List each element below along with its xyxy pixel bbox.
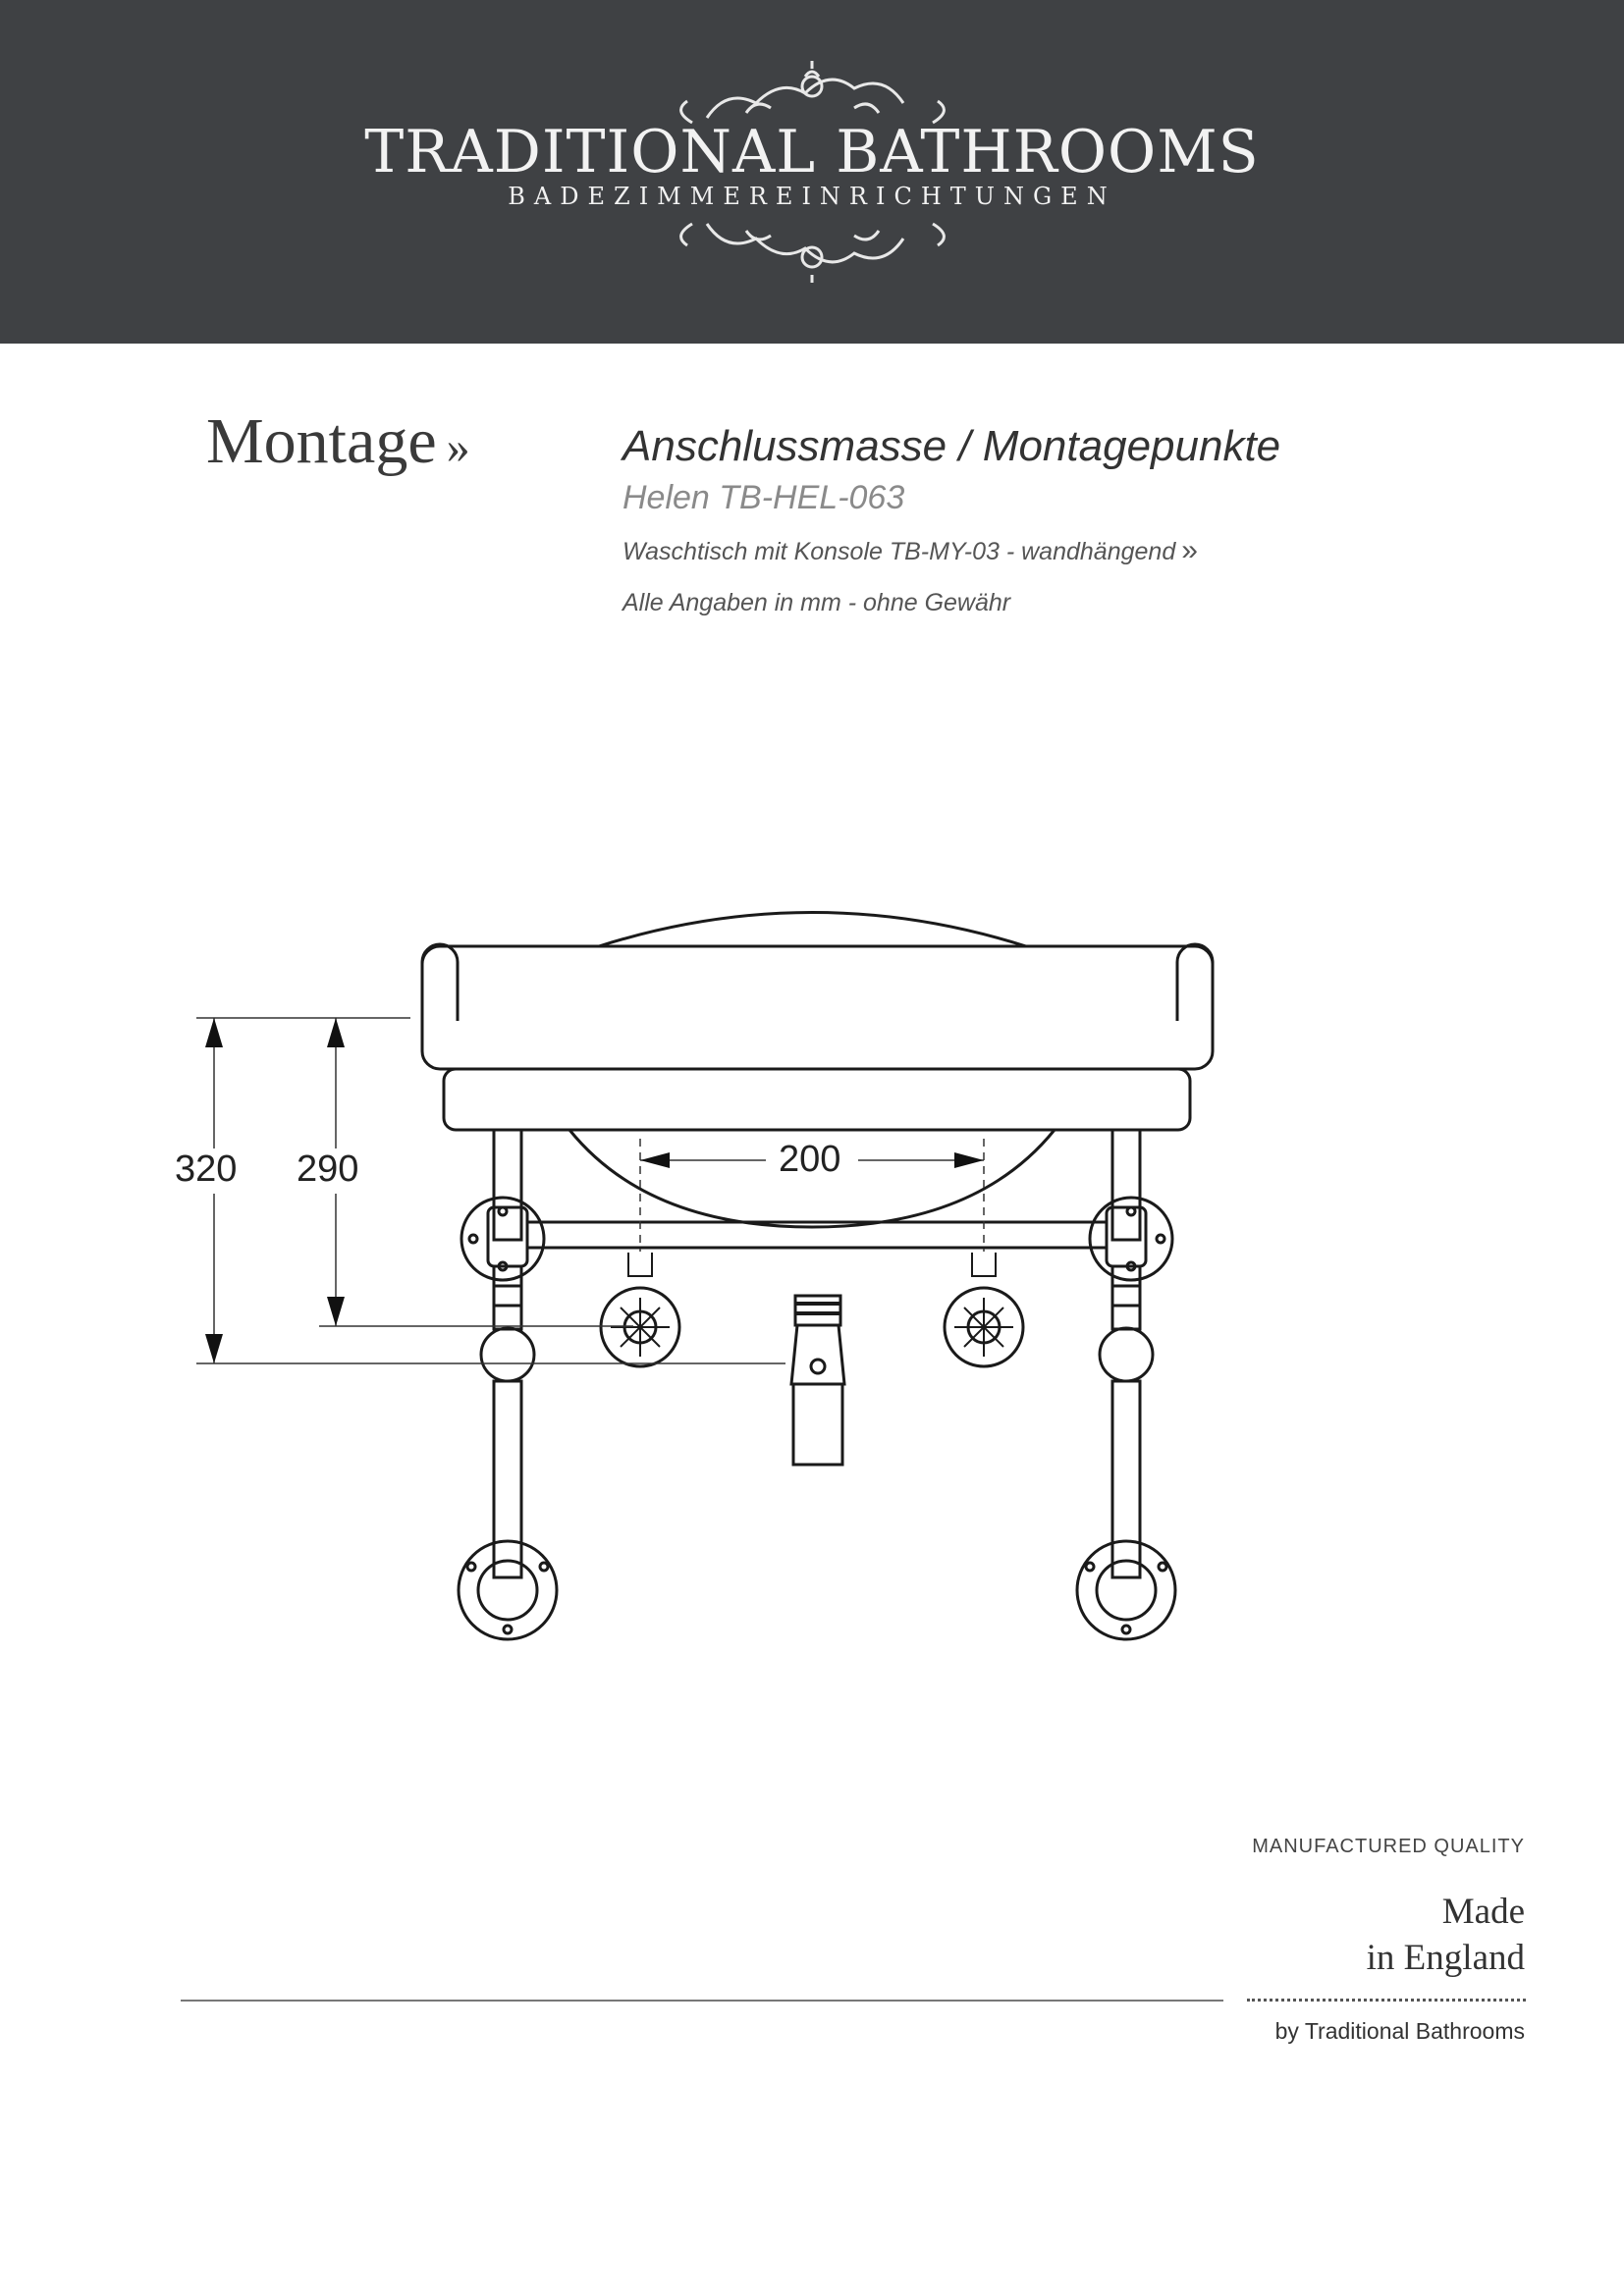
- product-subtitle-text: Waschtisch mit Konsole TB-MY-03 - wandhängend: [623, 538, 1176, 565]
- basin-bowl-top: [599, 913, 1026, 947]
- left-leg-mid: [494, 1266, 521, 1329]
- footer-dotted-divider: [1247, 1999, 1526, 2002]
- right-ball: [1100, 1328, 1153, 1381]
- dimension-320-label: 320: [175, 1148, 238, 1190]
- dimension-200-label: 200: [779, 1139, 841, 1180]
- waste-trap-top: [795, 1296, 840, 1325]
- made-line-2: in England: [1366, 1938, 1525, 1978]
- right-leg-lower: [1112, 1381, 1140, 1577]
- made-in-england: [1367, 1889, 1525, 1981]
- right-leg-upper: [1112, 1130, 1140, 1240]
- right-tap-handle: [954, 1298, 1013, 1357]
- chevron-right-icon: »: [446, 421, 470, 473]
- left-leg-upper: [494, 1130, 521, 1240]
- waste-trap-lower: [793, 1384, 842, 1465]
- brand-subtitle: BADEZIMMEREINRICHTUNGEN: [508, 183, 1116, 210]
- basin-back-left: [422, 944, 458, 1021]
- waste-trap-body: [791, 1325, 844, 1384]
- quality-label: MANUFACTURED QUALITY: [1252, 1836, 1525, 1857]
- product-code: Helen TB-HEL-063: [623, 479, 905, 516]
- disclaimer: Alle Angaben in mm - ohne Gewähr: [623, 589, 1011, 616]
- brand-name: TRADITIONAL BATHROOMS: [364, 118, 1260, 187]
- basin-back-right: [1177, 944, 1213, 1021]
- right-leg-mid: [1112, 1266, 1140, 1329]
- document-title: Anschlussmasse / Montagepunkte: [623, 422, 1281, 470]
- chevron-right-icon: »: [1181, 534, 1198, 566]
- left-tap-handle: [611, 1298, 670, 1357]
- left-ball: [481, 1328, 534, 1381]
- section-title-text: Montage: [206, 405, 437, 477]
- dimension-290-label: 290: [297, 1148, 359, 1190]
- footer-divider: [181, 2000, 1223, 2002]
- basin-front-panel: [444, 1069, 1190, 1130]
- made-line-1: Made: [1441, 1892, 1525, 1932]
- left-leg-lower: [494, 1381, 521, 1577]
- footer-byline: by Traditional Bathrooms: [1274, 2018, 1525, 2044]
- basin-rim: [422, 946, 1213, 1069]
